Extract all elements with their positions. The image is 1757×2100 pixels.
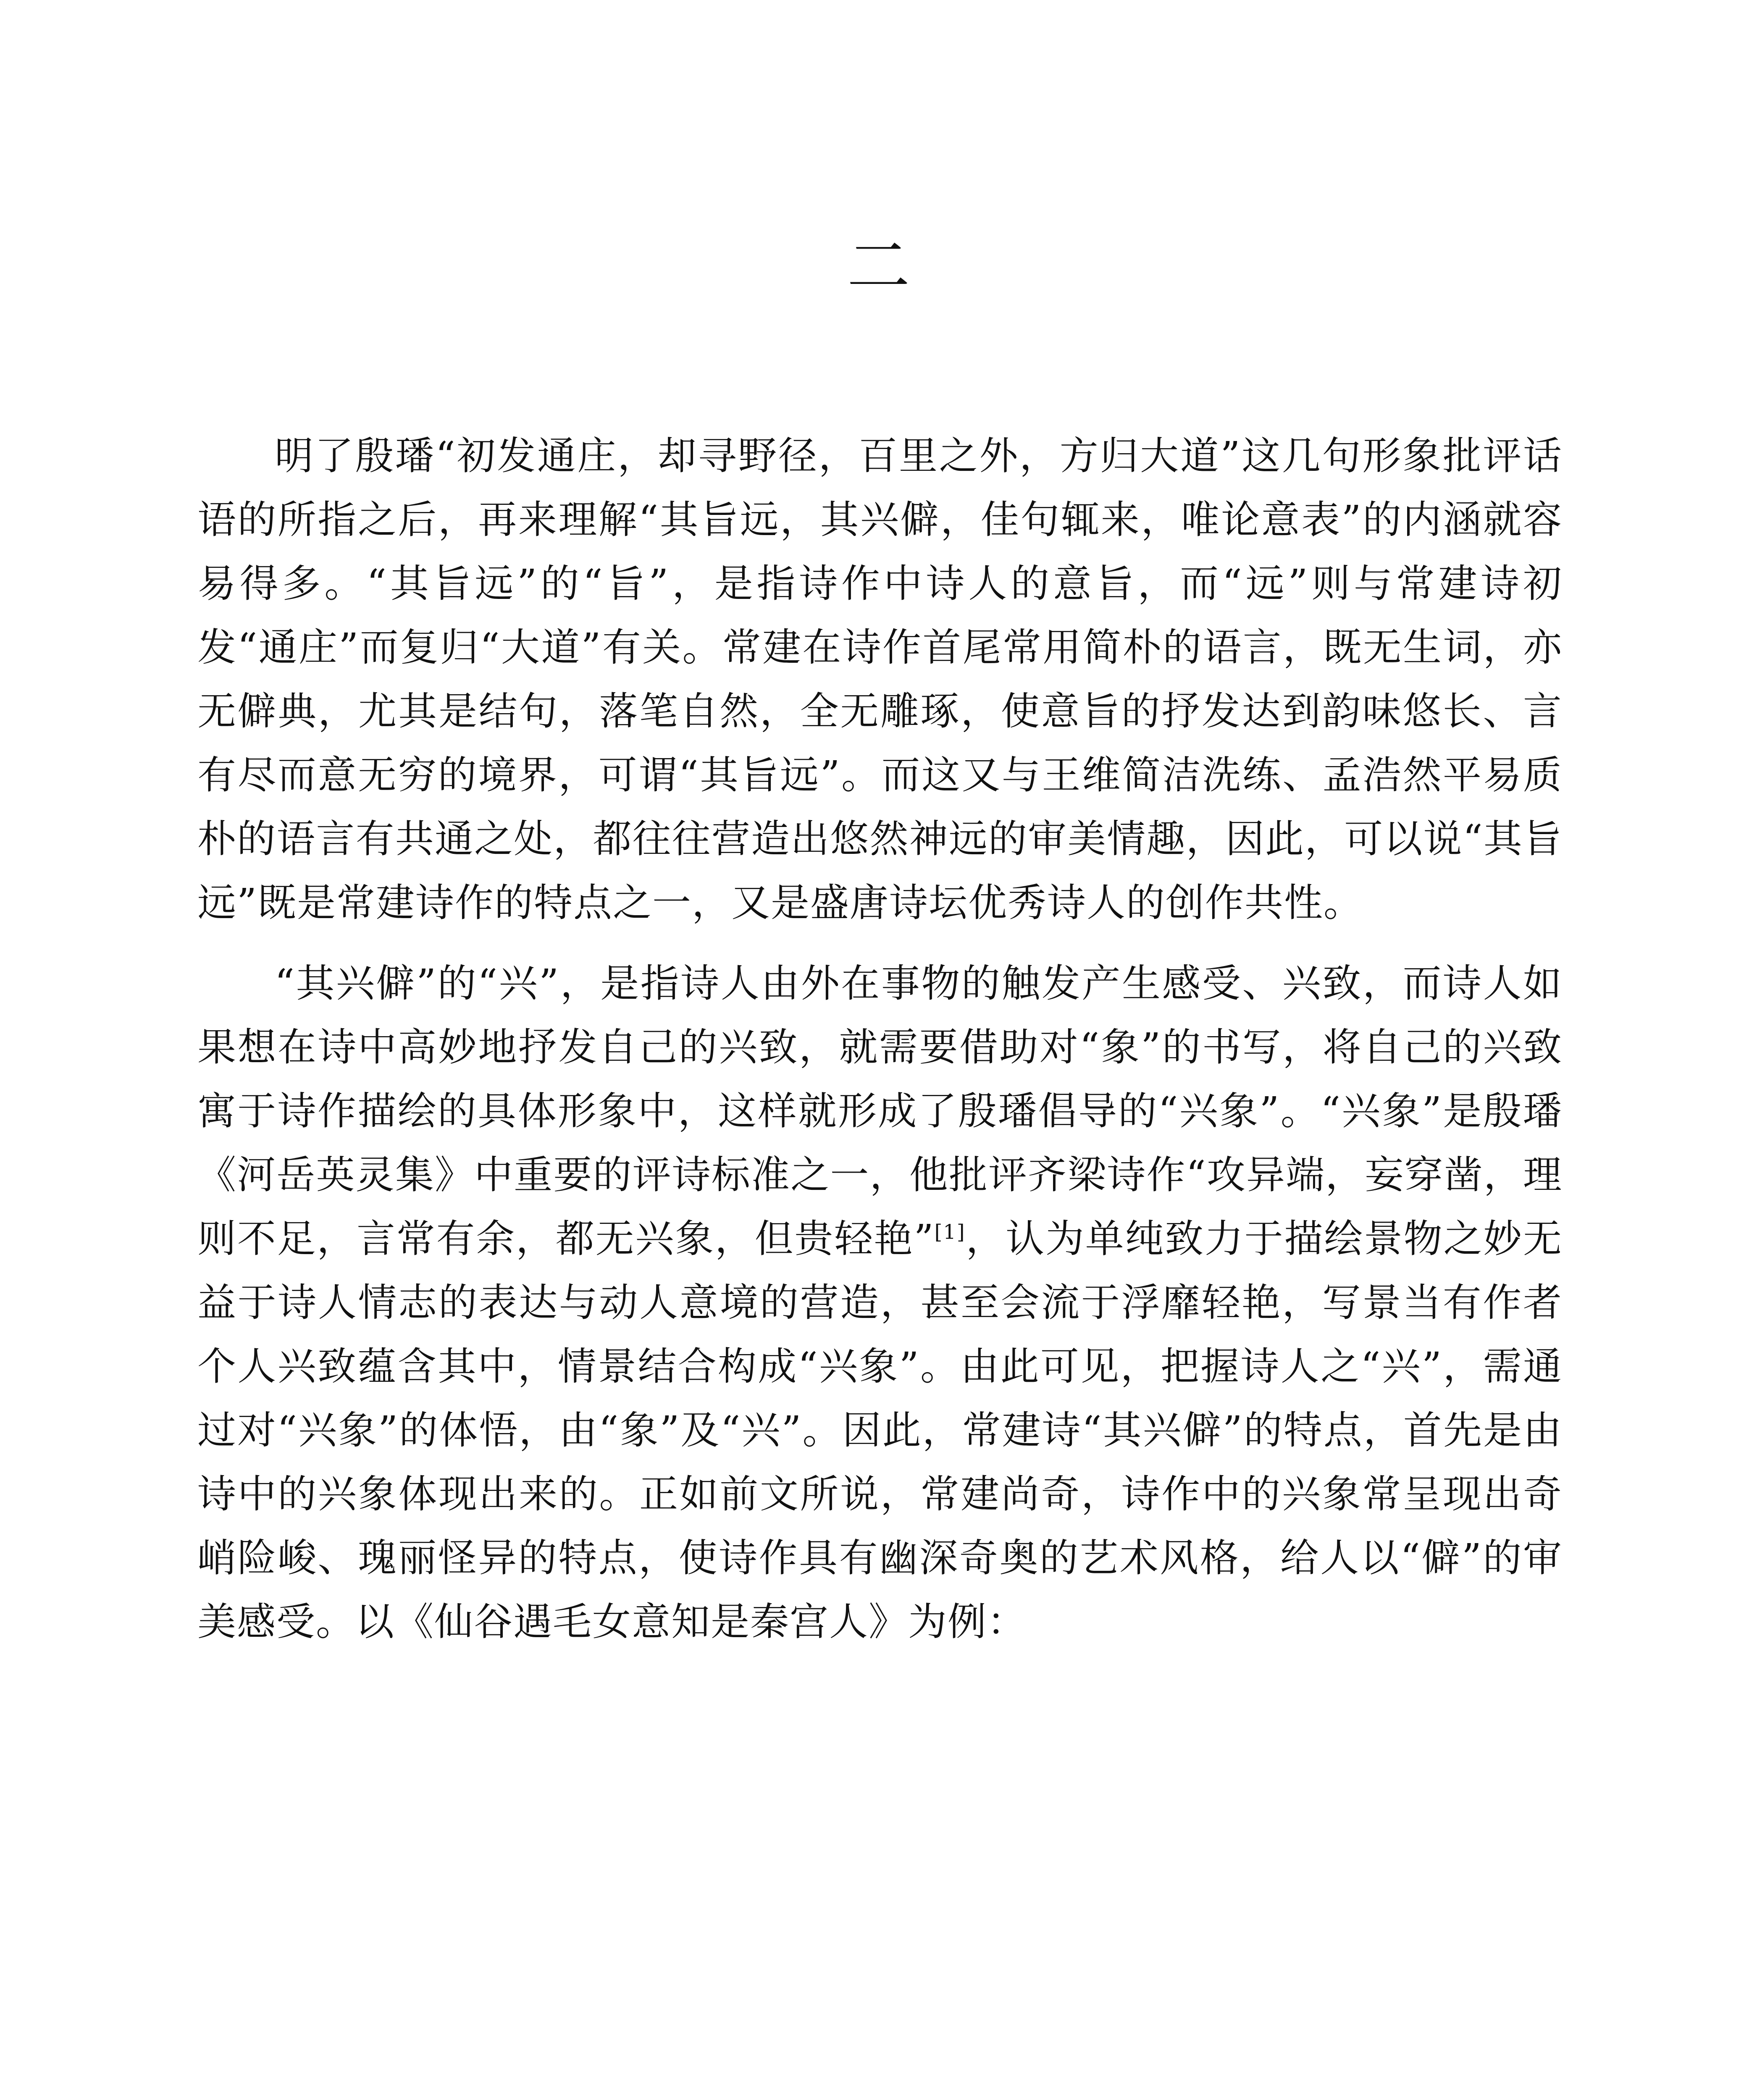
section-heading: 二: [847, 230, 910, 303]
paragraph-2-text-before-note: “其兴僻”的“兴”，是指诗人由外在事物的触发产生感受、兴致，而诗人如果想在诗中高妙地抒发自己的兴致，就需要借助对“象”的书写，将自己的兴致寓于诗作描绘的具体形象中，这样就形成了殷璠倡导的“兴象”。“兴象”是殷璠《河岳英灵集》中重要的评诗标准之一，他批评齐梁诗作“攻异端，妄穿凿，理则不足，言常有余，都无兴象，但贵轻艳”: [197, 961, 1563, 1261]
body-text: [197, 424, 1563, 1654]
paragraph-1: 明了殷璠“初发通庄，却寻野径，百里之外，方归大道”这几句形象批评话语的所指之后，再来理解“其旨远，其兴僻，佳句辄来，唯论意表”的内涵就容易得多。“其旨远”的“旨”，是指诗作中诗人的意旨，而“远”则与常建诗初发“通庄”而复归“大道”有关。常建在诗作首尾常用简朴的语言，既无生词，亦无僻典，尤其是结句，落笔自然，全无雕琢，使意旨的抒发达到韵味悠长、言有尽而意无穷的境界，可谓“其旨远”。而这又与王维简洁洗练、孟浩然平易质朴的语言有共通之处，都往往营造出悠然神远的审美情趣，因此，可以说“其旨远”既是常建诗作的特点之一，又是盛唐诗坛优秀诗人的创作共性。: [197, 433, 1563, 925]
footnote-reference: [1]: [934, 1220, 966, 1244]
paragraph-2: [197, 952, 1563, 1654]
paragraph-2-text-after-note: ，认为单纯致力于描绘景物之妙无益于诗人情志的表达与动人意境的营造，甚至会流于浮靡轻艳，写景当有作者个人兴致蕴含其中，情景结合构成“兴象”。由此可见，把握诗人之“兴”，需通过对“兴象”的体悟，由“象”及“兴”。因此，常建诗“其兴僻”的特点，首先是由诗中的兴象体现出来的。正如前文所说，常建尚奇，诗作中的兴象常呈现出奇峭险峻、瑰丽怪异的特点，使诗作具有幽深奇奥的艺术风格，给人以“僻”的审美感受。以《仙谷遇毛女意知是秦宫人》为例：: [197, 1216, 1563, 1644]
